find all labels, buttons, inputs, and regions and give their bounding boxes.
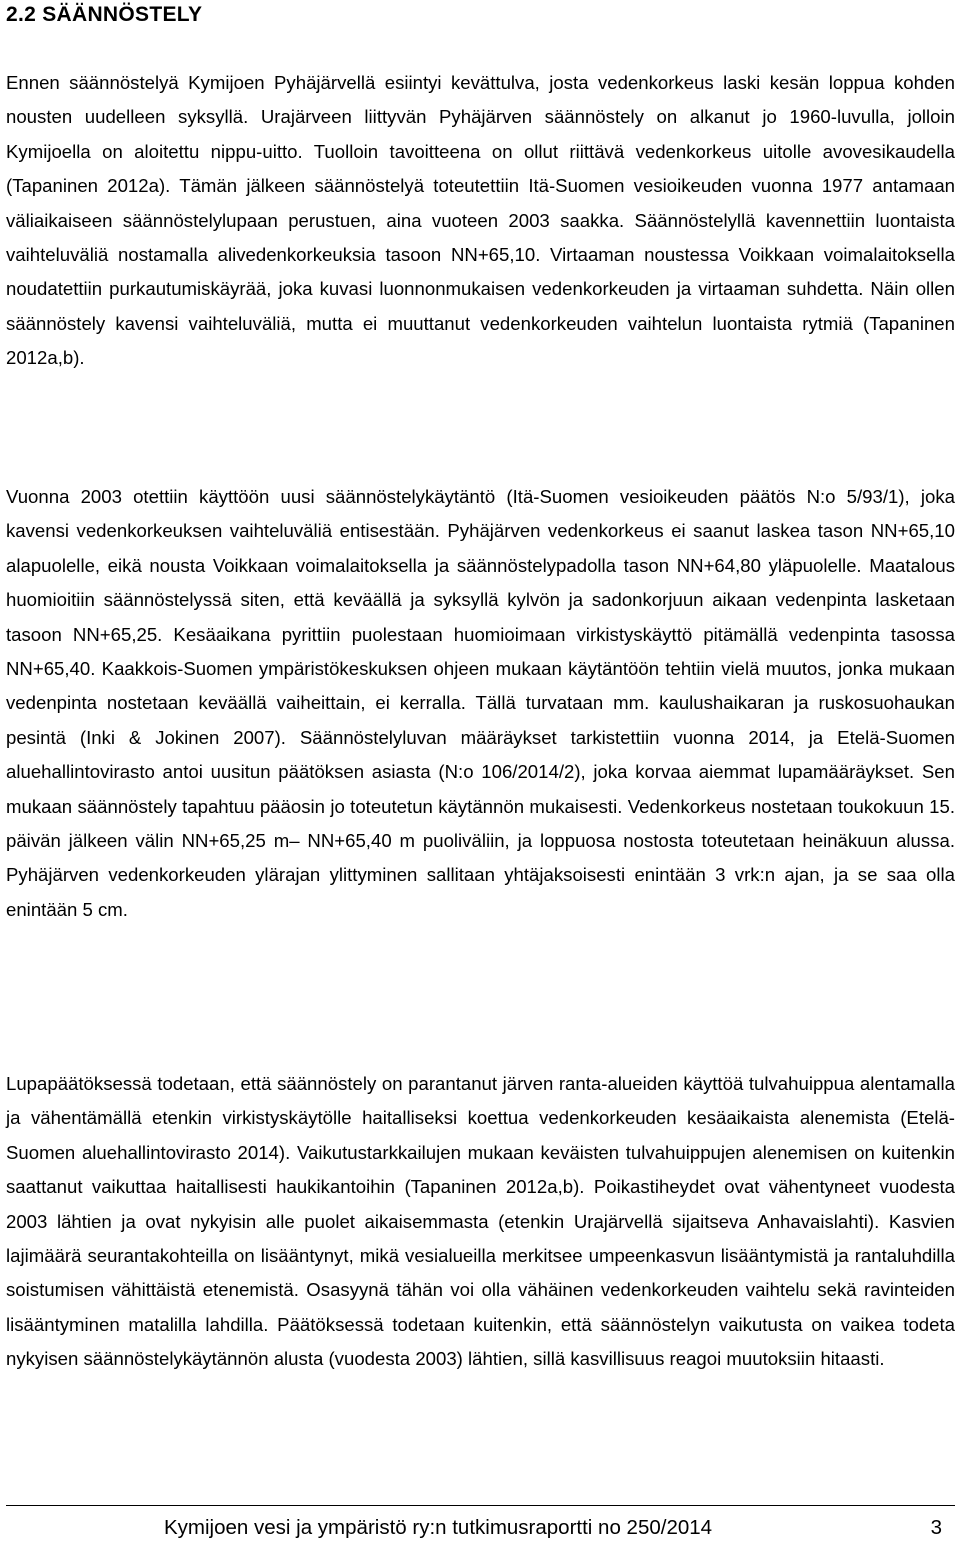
footer-divider (6, 1505, 955, 1506)
paragraph-1: Ennen säännöstelyä Kymijoen Pyhäjärvellä esiintyi kevättulva, josta vedenkorkeus laski kesän loppua kohden nousten uudelleen syksyllä. Urajärveen liittyvän Pyhäjärven säännöstely on alkanut jo 1960-luvulla, jolloin Kymijoella on aloitettu nippu-uitto. Tuolloin tavoitteena on ollut riittävä vedenkorkeus uitolle avovesikaudella (Tapaninen 2012a). Tämän jälkeen säännöstelyä toteutettiin Itä-Suomen vesioikeuden vuonna 1977 antamaan väliaikaiseen säännöstelylupaan perustuen, aina vuoteen 2003 saakka. Säännöstelyllä kavennettiin luontaista vaihteluväliä nostamalla alivedenkorkeuksia tasoon NN+65,10. Virtaaman noustessa Voikkaan voimalaitoksella noudatettiin purkautumiskäyrää, joka kuvasi luonnonmukaisen vedenkorkeuden ja virtaaman suhdetta. Näin ollen säännöstely kavensi vaihteluväliä, mutta ei muuttanut vedenkorkeuden vaihtelun luontaista rytmiä (Tapaninen 2012a,b). (6, 72, 955, 369)
paragraph-3: Lupapäätöksessä todetaan, että säännöstely on parantanut järven ranta-alueiden käyttöä tulvahuippua alentamalla ja vähentämällä etenkin virkistyskäytölle haitalliseksi koettua vedenkorkeuden kesäaikaista alenemista (Etelä-Suomen aluehallintovirasto 2014). Vaikutustarkkailujen mukaan keväisten tulvahuippujen alenemisen on kuitenkin saattanut vaikuttaa haitallisesti haukikantoihin (Tapaninen 2012a,b). Poikastiheydet ovat vähentyneet vuodesta 2003 lähtien ja ovat nykyisin alle puolet aikaisemmasta (etenkin Urajärvellä sijaitseva Anhavaislahti). Kasvien lajimäärä seurantakohteilla on lisääntynyt, mikä vesialueilla merkitsee umpeenkasvun lisääntymistä ja rantaluhdilla soistumisen vähittäistä etenemistä. Osasyynä tähän voi olla vähäinen vedenkorkeuden vaihtelu sekä ravinteiden lisääntyminen matalilla lahdilla. Päätöksessä todetaan kuitenkin, että säännöstelyn vaikutusta on vaikea todeta nykyisen säännöstelykäytännön alusta (vuodesta 2003) lähtien, sillä kasvillisuus reagoi muutoksiin hitaasti. (6, 1073, 955, 1370)
section-heading: 2.2 SÄÄNNÖSTELY (6, 3, 203, 26)
paragraph-2: Vuonna 2003 otettiin käyttöön uusi säännöstelykäytäntö (Itä-Suomen vesioikeuden päätös N:o 5/93/1), joka kavensi vedenkorkeuksen vaihteluväliä entisestään. Pyhäjärven vedenkorkeus ei saanut laskea tason NN+65,10 alapuolelle, eikä nousta Voikkaan voimalaitoksella ja säännöstelypadolla tason NN+64,80 yläpuolelle. Maatalous huomioitiin säännöstelyssä siten, että keväällä ja syksyllä kylvön ja sadonkorjuun aikaan vedenpinta lasketaan tasoon NN+65,25. Kesäaikana pyrittiin puolestaan huomioimaan virkistyskäyttö pitämällä vedenpinta tasossa NN+65,40. Kaakkois-Suomen ympäristökeskuksen ohjeen mukaan käytäntöön tehtiin vielä muutos, jonka mukaan vedenpinta nostetaan keväällä vaiheittain, ei kerralla. Tällä turvataan mm. kaulushaikaran ja ruskosuohaukan pesintä (Inki & Jokinen 2007). Säännöstelyluvan määräykset tarkistettiin vuonna 2014, ja Etelä-Suomen aluehallintovirasto antoi uusitun päätöksen asiasta (N:o 106/2014/2), joka korvaa aiemmat lupamääräykset. Sen mukaan säännöstely tapahtuu pääosin jo toteutetun käytännön mukaisesti. Vedenkorkeus nostetaan toukokuun 15. päivän jälkeen välin NN+65,25 m– NN+65,40 m puoliväliin, ja loppuosa nostosta toteutetaan heinäkuun alussa. Pyhäjärven vedenkorkeuden ylärajan ylittyminen sallitaan yhtäjaksoisesti enintään 3 vrk:n ajan, ja se saa olla enintään 5 cm. (6, 486, 955, 920)
footer-title: Kymijoen vesi ja ympäristö ry:n tutkimusraportti no 250/2014 (164, 1516, 713, 1539)
page-number: 3 (930, 1516, 942, 1539)
